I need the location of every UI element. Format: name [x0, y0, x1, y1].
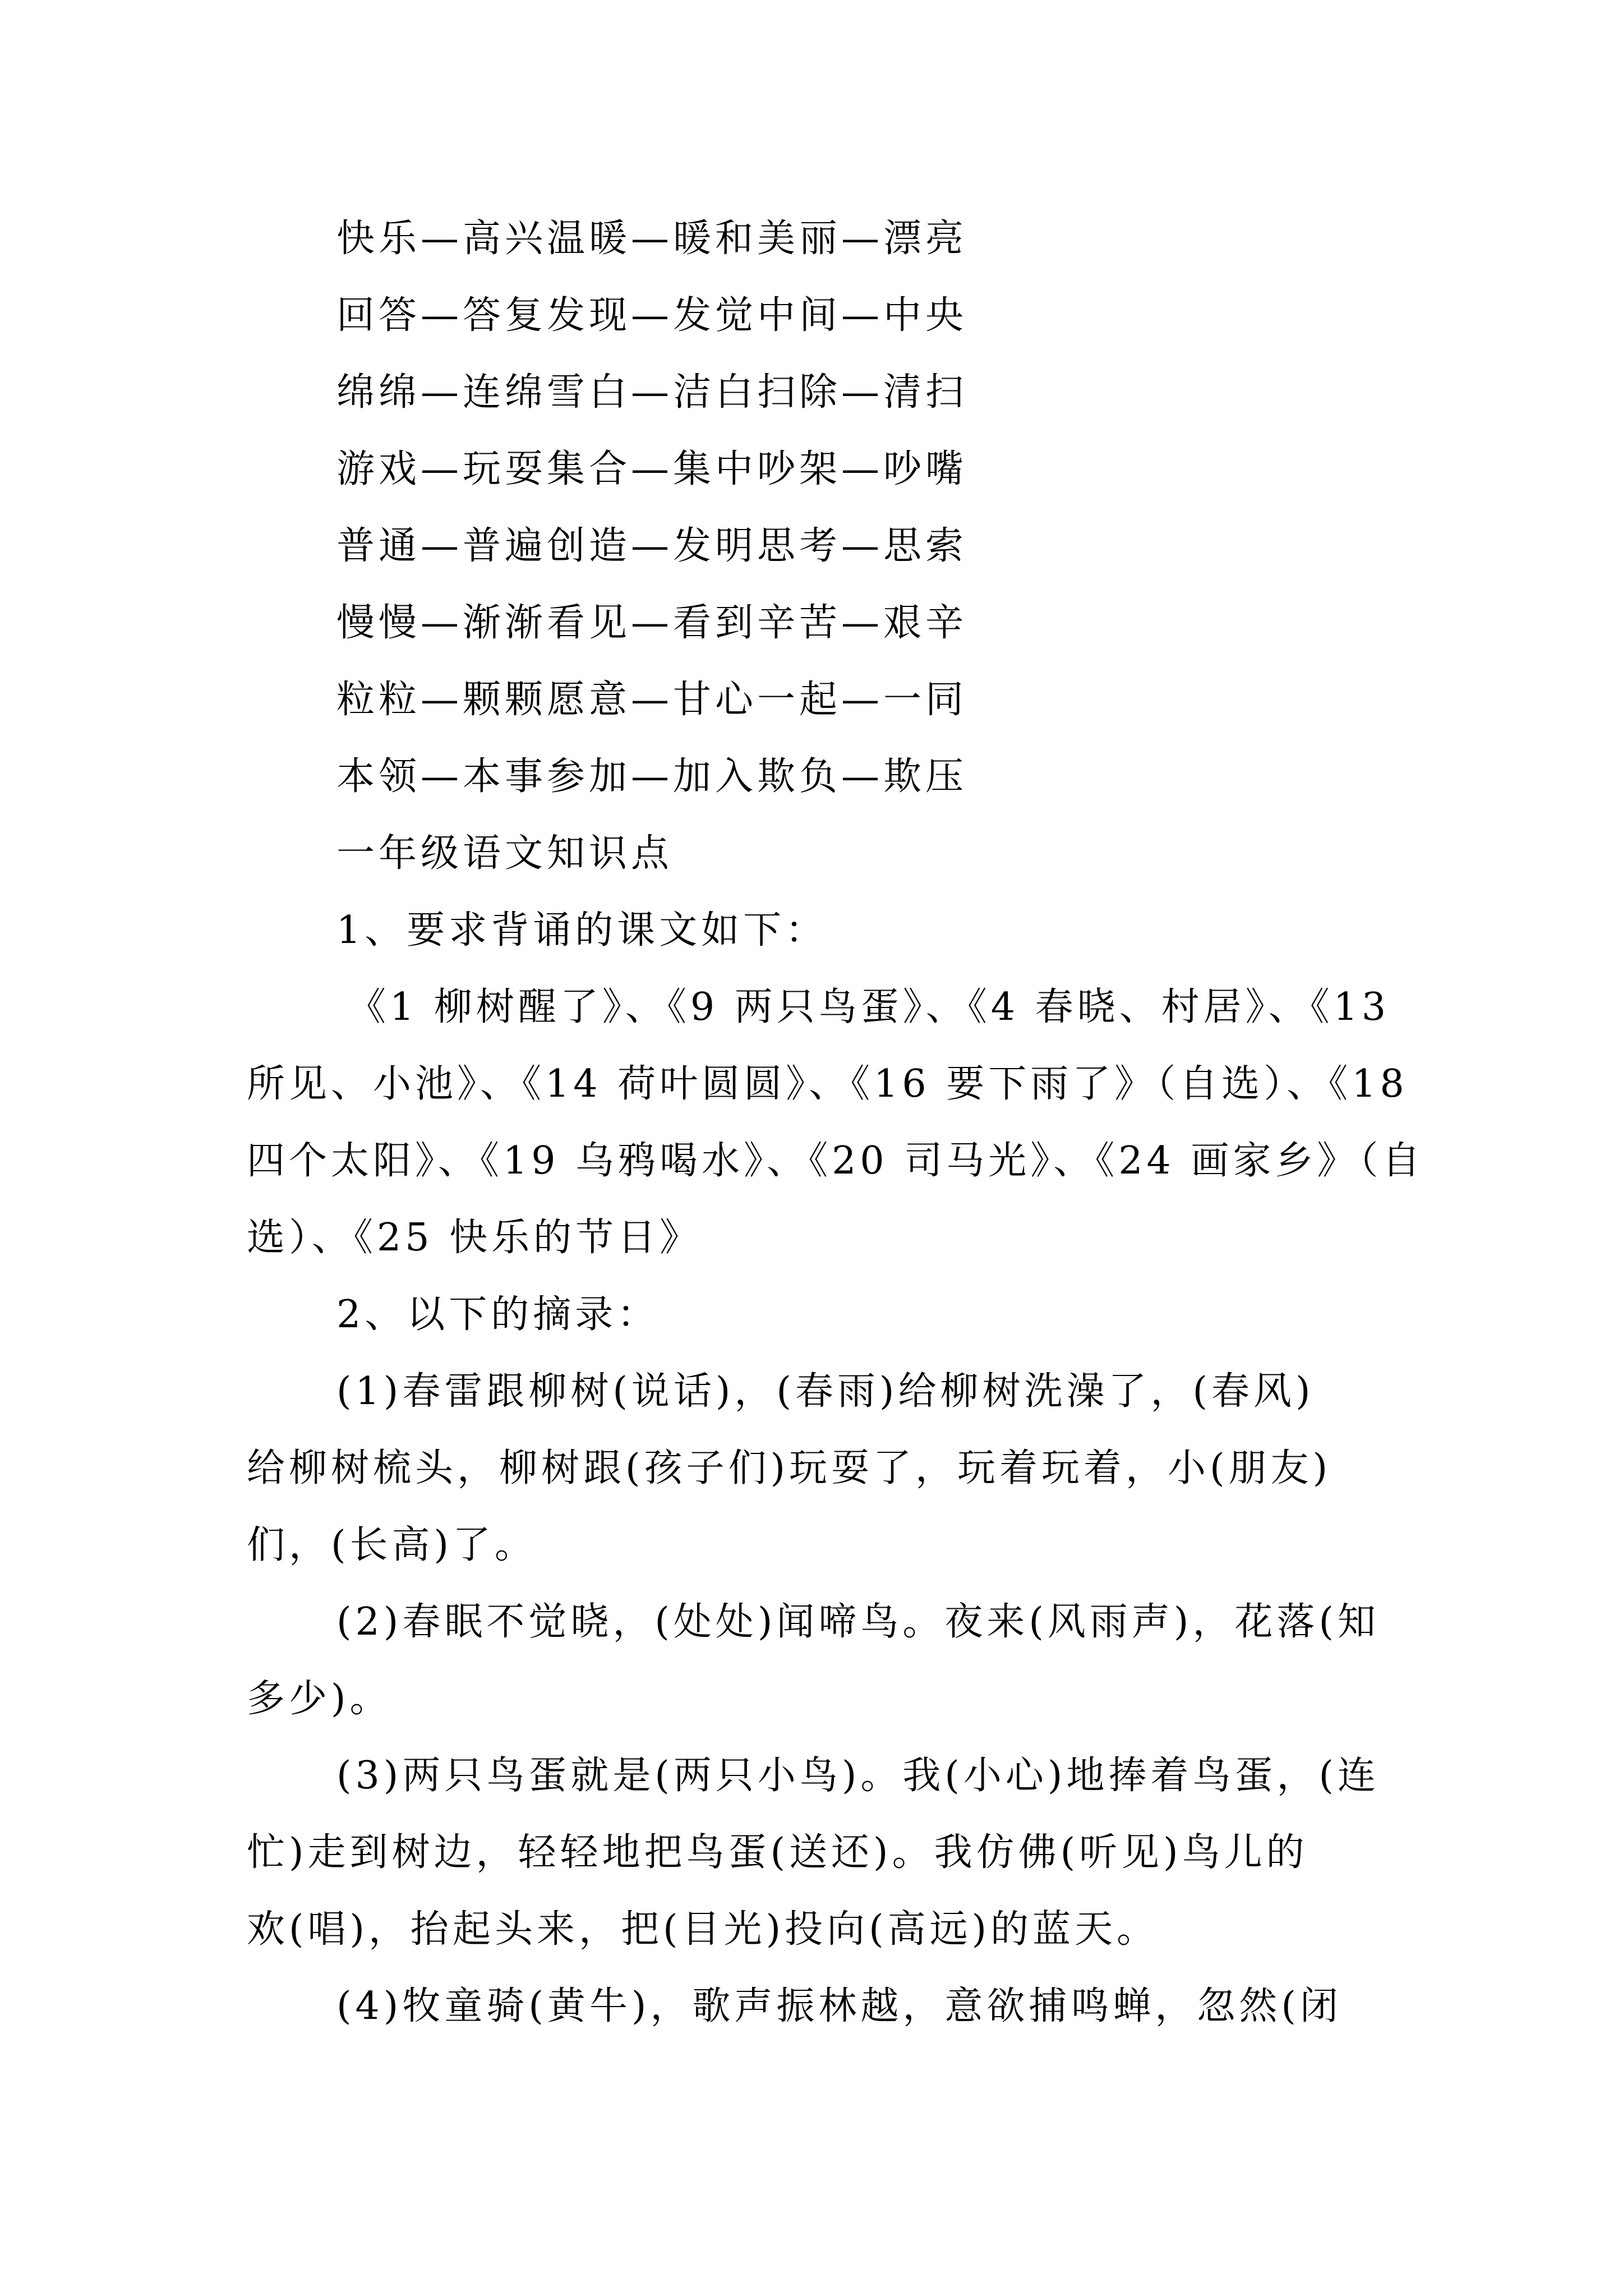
- recitation-line: 选）、《25 快乐的节日》: [247, 1216, 702, 1260]
- excerpt-line: (2)春眠不觉晓，(处处)闻啼鸟。夜来(风雨声)，花落(知: [336, 1600, 1380, 1644]
- recitation-line: 《1 柳树醒了》、《9 两只鸟蛋》、《4 春晓、村居》、《13: [348, 985, 1390, 1029]
- excerpt-line: (3)两只鸟蛋就是(两只小鸟)。我(小心)地捧着鸟蛋，(连: [336, 1754, 1380, 1798]
- recitation-line: 所见、小池》、《14 荷叶圆圆》、《16 要下雨了》（自选）、《18: [247, 1062, 1408, 1106]
- synonym-line: 本领—本事参加—加入欺负—欺压: [336, 754, 968, 799]
- excerpt-line: (1)春雷跟柳树(说话)，(春雨)给柳树洗澡了，(春风): [336, 1369, 1315, 1414]
- excerpt-line: 欢(唱)，抬起头来，把(目光)投向(高远)的蓝天。: [247, 1907, 1159, 1952]
- section1-title: 1、要求背诵的课文如下：: [336, 908, 828, 953]
- synonym-line: 回答—答复发现—发觉中间—中央: [336, 293, 968, 338]
- synonym-line: 绵绵—连绵雪白—洁白扫除—清扫: [336, 370, 968, 415]
- excerpt-line: 们，(长高)了。: [247, 1523, 537, 1567]
- excerpt-line: 给柳树梳头，柳树跟(孩子们)玩耍了，玩着玩着，小(朋友): [247, 1446, 1332, 1490]
- synonym-line: 粒粒—颗颗愿意—甘心一起—一同: [336, 678, 968, 722]
- excerpt-line: (4)牧童骑(黄牛)，歌声振林越，意欲捕鸣蝉，忽然(闭: [336, 1984, 1342, 2028]
- recitation-line: 四个太阳》、《19 乌鸦喝水》、《20 司马光》、《24 画家乡》（自: [247, 1139, 1424, 1183]
- synonym-line: 快乐—高兴温暖—暖和美丽—漂亮: [336, 217, 968, 261]
- excerpt-line: 忙)走到树边，轻轻地把鸟蛋(送还)。我仿佛(听见)鸟儿的: [247, 1830, 1308, 1875]
- excerpt-line: 多少)。: [247, 1677, 392, 1721]
- synonym-line: 游戏—玩耍集合—集中吵架—吵嘴: [336, 447, 968, 491]
- section-heading: 一年级语文知识点: [336, 831, 674, 876]
- section2-title: 2、以下的摘录：: [336, 1292, 660, 1337]
- synonym-line: 普通—普遍创造—发明思考—思索: [336, 524, 968, 568]
- synonym-line: 慢慢—渐渐看见—看到辛苦—艰辛: [336, 601, 968, 645]
